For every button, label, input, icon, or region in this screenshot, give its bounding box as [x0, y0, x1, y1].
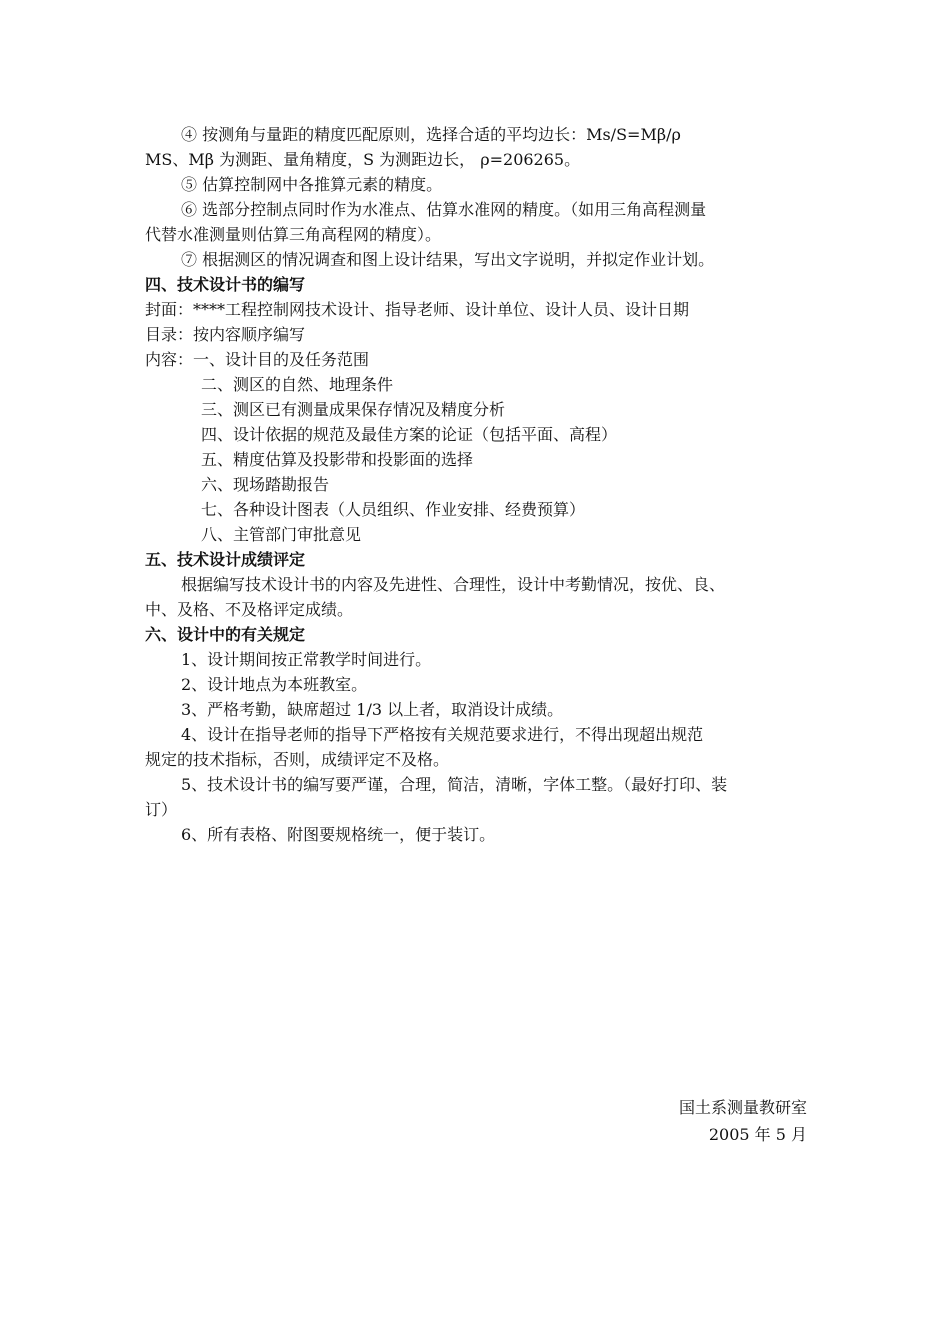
rule-4-line2: 规定的技术指标，否则，成绩评定不及格。 [145, 750, 450, 769]
rule-5-line1: 5、技术设计书的编写要严谨，合理，简洁，清晰，字体工整。（最好打印、装 [181, 775, 728, 794]
department-name: 国土系测量教研室 [678, 1098, 807, 1117]
grading-line1: 根据编写技术设计书的内容及先进性、合理性，设计中考勤情况，按优、良、 [181, 575, 726, 594]
content-item: 七、各种设计图表（人员组织、作业安排、经费预算） [201, 500, 586, 519]
content-item: 八、主管部门审批意见 [201, 525, 362, 544]
rule-6: 6、所有表格、附图要规格统一，便于装订。 [181, 825, 496, 844]
paragraph-step-6-line2: 代替水准测量则估算三角高程网的精度）。 [145, 225, 442, 244]
document-date: 2005 年 5 月 [708, 1125, 807, 1144]
grading-line2: 中、及格、不及格评定成绩。 [145, 600, 354, 619]
content-item: 六、现场踏勘报告 [201, 475, 330, 494]
rule-2: 2、设计地点为本班教室。 [181, 675, 368, 694]
rule-3: 3、严格考勤，缺席超过 1/3 以上者，取消设计成绩。 [181, 700, 564, 719]
paragraph-step-4-line1: ④ 按测角与量距的精度匹配原则，选择合适的平均边长：Ms/S=Mβ/ρ [181, 125, 681, 144]
paragraph-step-5: ⑤ 估算控制网中各推算元素的精度。 [181, 175, 443, 194]
toc-line: 目录：按内容顺序编写 [145, 325, 306, 344]
rule-4-line1: 4、设计在指导老师的指导下严格按有关规范要求进行，不得出现超出规范 [181, 725, 704, 744]
paragraph-step-7: ⑦ 根据测区的情况调查和图上设计结果，写出文字说明，并拟定作业计划。 [181, 250, 715, 269]
content-item: 四、设计依据的规范及最佳方案的论证（包括平面、高程） [201, 425, 618, 444]
content-item: 三、测区已有测量成果保存情况及精度分析 [201, 400, 506, 419]
content-item: 五、精度估算及投影带和投影面的选择 [201, 450, 474, 469]
rule-5-line2: 订） [145, 800, 178, 819]
cover-line: 封面：****工程控制网技术设计、指导老师、设计单位、设计人员、设计日期 [145, 300, 690, 319]
paragraph-step-4-line2: MS、Mβ 为测距、量角精度，S 为测距边长， ρ=206265。 [145, 150, 581, 169]
paragraph-step-6-line1: ⑥ 选部分控制点同时作为水准点、估算水准网的精度。（如用三角高程测量 [181, 200, 707, 219]
content-line-first: 内容：一、设计目的及任务范围 [145, 350, 370, 369]
section-heading-6: 六、设计中的有关规定 [145, 625, 306, 644]
document-body [145, 122, 807, 847]
section-heading-4: 四、技术设计书的编写 [145, 275, 306, 294]
section-heading-5: 五、技术设计成绩评定 [145, 550, 306, 569]
rule-1: 1、设计期间按正常教学时间进行。 [181, 650, 432, 669]
content-item: 二、测区的自然、地理条件 [201, 375, 394, 394]
document-footer [679, 1094, 807, 1148]
